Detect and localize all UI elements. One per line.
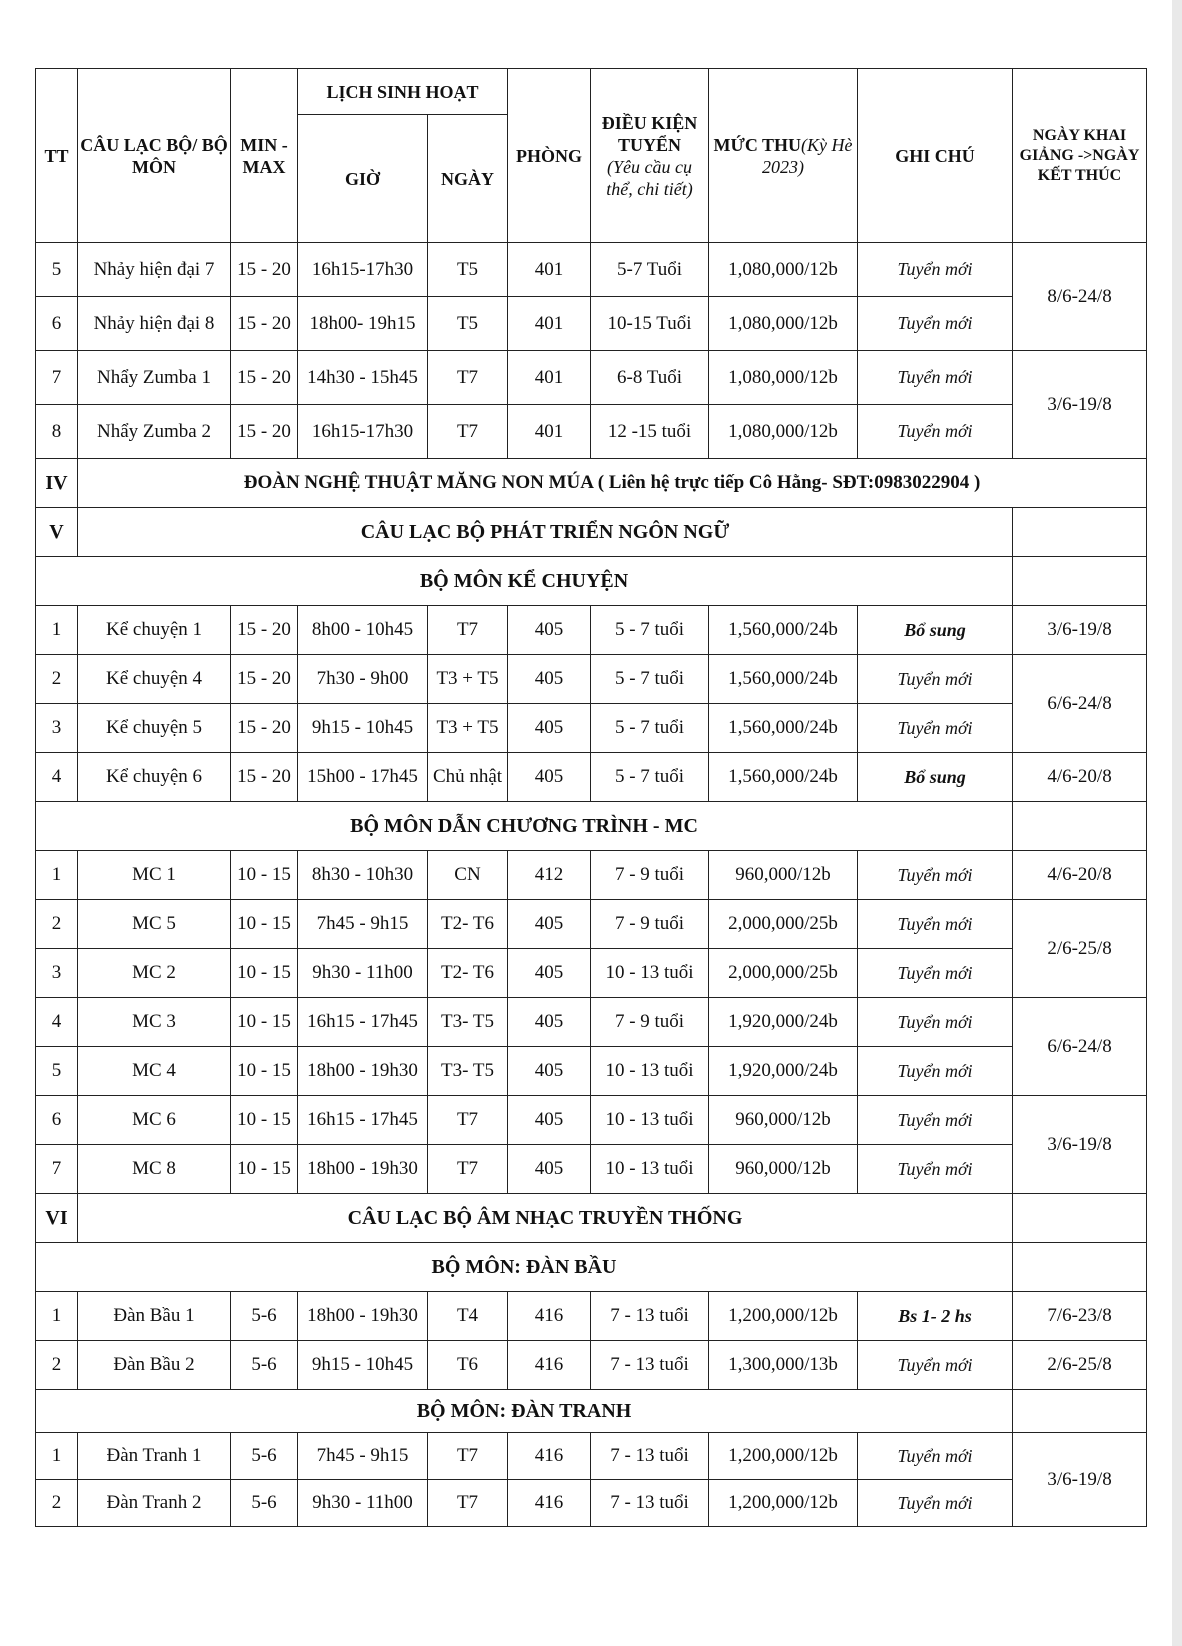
cell-room: 401 bbox=[508, 297, 591, 351]
header-dates: NGÀY KHAI GIẢNG ->NGÀY KẾT THÚC bbox=[1013, 69, 1147, 243]
cell-time: 9h30 - 11h00 bbox=[298, 949, 428, 998]
cell-minmax: 10 - 15 bbox=[231, 998, 298, 1047]
cell-minmax: 10 - 15 bbox=[231, 851, 298, 900]
table-row bbox=[36, 753, 1147, 802]
cell-room: 416 bbox=[508, 1433, 591, 1480]
table-row bbox=[36, 1433, 1147, 1480]
cell-time: 9h30 - 11h00 bbox=[298, 1480, 428, 1527]
cell-fee: 1,560,000/24b bbox=[709, 753, 858, 802]
cell-club: MC 1 bbox=[78, 851, 231, 900]
cell-condition: 7 - 9 tuổi bbox=[591, 851, 709, 900]
cell-condition: 7 - 9 tuổi bbox=[591, 998, 709, 1047]
cell-club: MC 2 bbox=[78, 949, 231, 998]
cell-condition: 7 - 13 tuổi bbox=[591, 1341, 709, 1390]
section-title: ĐOÀN NGHỆ THUẬT MĂNG NON MÚA ( Liên hệ trực tiếp Cô Hằng- SĐT:0983022904 ) bbox=[78, 459, 1147, 508]
cell-fee: 1,080,000/12b bbox=[709, 405, 858, 459]
cell-note: Tuyển mới bbox=[858, 1145, 1013, 1194]
cell-club: MC 6 bbox=[78, 1096, 231, 1145]
cell-room: 405 bbox=[508, 704, 591, 753]
table-row bbox=[36, 243, 1147, 297]
cell-tt: 1 bbox=[36, 851, 78, 900]
table-row bbox=[36, 704, 1147, 753]
cell-time: 15h00 - 17h45 bbox=[298, 753, 428, 802]
cell-minmax: 15 - 20 bbox=[231, 243, 298, 297]
cell-note: Tuyển mới bbox=[858, 297, 1013, 351]
header-schedule: LỊCH SINH HOẠT bbox=[298, 69, 508, 115]
cell-room: 416 bbox=[508, 1341, 591, 1390]
cell-note: Tuyển mới bbox=[858, 1433, 1013, 1480]
cell-tt: 8 bbox=[36, 405, 78, 459]
table-row bbox=[36, 1341, 1147, 1390]
subsection-row bbox=[36, 1243, 1147, 1292]
cell-time: 16h15 - 17h45 bbox=[298, 998, 428, 1047]
cell-note: Tuyển mới bbox=[858, 405, 1013, 459]
cell-dates: 2/6-25/8 bbox=[1013, 1341, 1147, 1390]
cell-club: MC 3 bbox=[78, 998, 231, 1047]
cell-note: Tuyển mới bbox=[858, 851, 1013, 900]
table-row bbox=[36, 297, 1147, 351]
cell-time: 18h00- 19h15 bbox=[298, 297, 428, 351]
section-title: CÂU LẠC BỘ ÂM NHẠC TRUYỀN THỐNG bbox=[78, 1194, 1013, 1243]
cell-note: Tuyển mới bbox=[858, 243, 1013, 297]
table-row bbox=[36, 851, 1147, 900]
cell-fee: 2,000,000/25b bbox=[709, 949, 858, 998]
table-row bbox=[36, 405, 1147, 459]
cell-fee: 1,560,000/24b bbox=[709, 704, 858, 753]
cell-dates: 4/6-20/8 bbox=[1013, 851, 1147, 900]
cell-minmax: 5-6 bbox=[231, 1292, 298, 1341]
cell-note: Bổ sung bbox=[858, 606, 1013, 655]
cell-club: Đàn Tranh 2 bbox=[78, 1480, 231, 1527]
cell-club: Đàn Bầu 1 bbox=[78, 1292, 231, 1341]
header-fee bbox=[709, 69, 858, 243]
cell-minmax: 15 - 20 bbox=[231, 753, 298, 802]
cell-fee: 1,200,000/12b bbox=[709, 1433, 858, 1480]
cell-tt: 3 bbox=[36, 704, 78, 753]
cell-club: Nhẩy Zumba 2 bbox=[78, 405, 231, 459]
header-club: CÂU LẠC BỘ/ BỘ MÔN bbox=[78, 69, 231, 243]
cell-fee: 1,200,000/12b bbox=[709, 1292, 858, 1341]
cell-note: Tuyển mới bbox=[858, 1096, 1013, 1145]
cell-fee: 960,000/12b bbox=[709, 851, 858, 900]
cell-club: MC 8 bbox=[78, 1145, 231, 1194]
cell-fee: 2,000,000/25b bbox=[709, 900, 858, 949]
cell-day: T5 bbox=[428, 243, 508, 297]
cell-note: Tuyển mới bbox=[858, 900, 1013, 949]
cell-day: T3 + T5 bbox=[428, 655, 508, 704]
cell-minmax: 10 - 15 bbox=[231, 949, 298, 998]
cell-time: 7h45 - 9h15 bbox=[298, 900, 428, 949]
cell-club: MC 4 bbox=[78, 1047, 231, 1096]
cell-day: T4 bbox=[428, 1292, 508, 1341]
cell-room: 405 bbox=[508, 1145, 591, 1194]
cell-day: T5 bbox=[428, 297, 508, 351]
cell-tt: 3 bbox=[36, 949, 78, 998]
header-time: GIỜ bbox=[298, 115, 428, 243]
cell-condition: 7 - 9 tuổi bbox=[591, 900, 709, 949]
cell-room: 405 bbox=[508, 998, 591, 1047]
cell-condition: 10 - 13 tuổi bbox=[591, 949, 709, 998]
cell-tt: 6 bbox=[36, 297, 78, 351]
header-day: NGÀY bbox=[428, 115, 508, 243]
cell-dates: 6/6-24/8 bbox=[1013, 998, 1147, 1096]
cell-club: Nhẩy Zumba 1 bbox=[78, 351, 231, 405]
cell-note: Tuyển mới bbox=[858, 704, 1013, 753]
cell-tt: 2 bbox=[36, 1341, 78, 1390]
cell-club: Nhảy hiện đại 7 bbox=[78, 243, 231, 297]
cell-minmax: 5-6 bbox=[231, 1341, 298, 1390]
cell-day: T2- T6 bbox=[428, 949, 508, 998]
cell-club: Kể chuyện 4 bbox=[78, 655, 231, 704]
cell-dates: 4/6-20/8 bbox=[1013, 753, 1147, 802]
cell-fee: 1,560,000/24b bbox=[709, 606, 858, 655]
cell-dates: 3/6-19/8 bbox=[1013, 351, 1147, 459]
cell-dates: 7/6-23/8 bbox=[1013, 1292, 1147, 1341]
cell-note: Tuyển mới bbox=[858, 998, 1013, 1047]
cell-room: 405 bbox=[508, 655, 591, 704]
cell-minmax: 5-6 bbox=[231, 1433, 298, 1480]
table-row bbox=[36, 900, 1147, 949]
cell-time: 16h15 - 17h45 bbox=[298, 1096, 428, 1145]
cell-time: 18h00 - 19h30 bbox=[298, 1292, 428, 1341]
subsection-title: BỘ MÔN KỂ CHUYỆN bbox=[36, 557, 1013, 606]
cell-tt: 4 bbox=[36, 998, 78, 1047]
cell-fee: 1,560,000/24b bbox=[709, 655, 858, 704]
cell-dates: 8/6-24/8 bbox=[1013, 243, 1147, 351]
cell-time: 18h00 - 19h30 bbox=[298, 1145, 428, 1194]
section-row bbox=[36, 459, 1147, 508]
cell-club: Kể chuyện 5 bbox=[78, 704, 231, 753]
cell-fee: 960,000/12b bbox=[709, 1096, 858, 1145]
cell-tt: 6 bbox=[36, 1096, 78, 1145]
table-row bbox=[36, 998, 1147, 1047]
cell-minmax: 10 - 15 bbox=[231, 1096, 298, 1145]
cell-tt: 2 bbox=[36, 655, 78, 704]
subsection-row bbox=[36, 802, 1147, 851]
table-row bbox=[36, 1292, 1147, 1341]
cell-minmax: 15 - 20 bbox=[231, 606, 298, 655]
cell-tt: 1 bbox=[36, 1292, 78, 1341]
cell-fee: 1,920,000/24b bbox=[709, 998, 858, 1047]
cell-minmax: 15 - 20 bbox=[231, 297, 298, 351]
cell-club: Đàn Tranh 1 bbox=[78, 1433, 231, 1480]
cell-minmax: 15 - 20 bbox=[231, 704, 298, 753]
cell-condition: 5 - 7 tuổi bbox=[591, 606, 709, 655]
section-empty bbox=[1013, 557, 1147, 606]
section-title: CÂU LẠC BỘ PHÁT TRIỂN NGÔN NGỮ bbox=[78, 508, 1013, 557]
cell-minmax: 15 - 20 bbox=[231, 351, 298, 405]
header-tt: TT bbox=[36, 69, 78, 243]
section-empty bbox=[1013, 1194, 1147, 1243]
cell-room: 412 bbox=[508, 851, 591, 900]
table-row bbox=[36, 1047, 1147, 1096]
cell-club: Kể chuyện 6 bbox=[78, 753, 231, 802]
cell-fee: 1,080,000/12b bbox=[709, 297, 858, 351]
cell-fee: 1,300,000/13b bbox=[709, 1341, 858, 1390]
cell-time: 8h00 - 10h45 bbox=[298, 606, 428, 655]
section-row bbox=[36, 1194, 1147, 1243]
cell-day: T2- T6 bbox=[428, 900, 508, 949]
header-fee-title: MỨC THU bbox=[713, 134, 802, 155]
cell-day: T7 bbox=[428, 1480, 508, 1527]
cell-note: Tuyển mới bbox=[858, 655, 1013, 704]
header-room: PHÒNG bbox=[508, 69, 591, 243]
cell-minmax: 5-6 bbox=[231, 1480, 298, 1527]
cell-day: T3 + T5 bbox=[428, 704, 508, 753]
subsection-title: BỘ MÔN DẪN CHƯƠNG TRÌNH - MC bbox=[36, 802, 1013, 851]
section-empty bbox=[1013, 1243, 1147, 1292]
cell-day: T7 bbox=[428, 405, 508, 459]
cell-day: T3- T5 bbox=[428, 998, 508, 1047]
cell-day: T7 bbox=[428, 606, 508, 655]
cell-condition: 5 - 7 tuổi bbox=[591, 704, 709, 753]
table-row bbox=[36, 1096, 1147, 1145]
cell-time: 18h00 - 19h30 bbox=[298, 1047, 428, 1096]
cell-tt: 7 bbox=[36, 1145, 78, 1194]
cell-room: 401 bbox=[508, 243, 591, 297]
cell-condition: 7 - 13 tuổi bbox=[591, 1480, 709, 1527]
cell-condition: 10-15 Tuổi bbox=[591, 297, 709, 351]
section-number: V bbox=[36, 508, 78, 557]
header-minmax: MIN - MAX bbox=[231, 69, 298, 243]
cell-day: CN bbox=[428, 851, 508, 900]
cell-note: Tuyển mới bbox=[858, 1341, 1013, 1390]
cell-day: T7 bbox=[428, 1145, 508, 1194]
cell-condition: 5-7 Tuổi bbox=[591, 243, 709, 297]
cell-time: 16h15-17h30 bbox=[298, 405, 428, 459]
cell-dates: 3/6-19/8 bbox=[1013, 606, 1147, 655]
cell-room: 401 bbox=[508, 351, 591, 405]
table-row bbox=[36, 351, 1147, 405]
cell-day: T6 bbox=[428, 1341, 508, 1390]
cell-room: 405 bbox=[508, 1047, 591, 1096]
cell-condition: 6-8 Tuổi bbox=[591, 351, 709, 405]
cell-note: Tuyển mới bbox=[858, 1047, 1013, 1096]
cell-condition: 7 - 13 tuổi bbox=[591, 1433, 709, 1480]
cell-time: 9h15 - 10h45 bbox=[298, 1341, 428, 1390]
table-row bbox=[36, 1145, 1147, 1194]
cell-note: Tuyển mới bbox=[858, 949, 1013, 998]
header-condition-title: ĐIỀU KIỆN TUYỂN bbox=[601, 112, 698, 155]
header-condition bbox=[591, 69, 709, 243]
cell-tt: 4 bbox=[36, 753, 78, 802]
header-condition-note: (Yêu cầu cụ thể, chi tiết) bbox=[606, 156, 693, 199]
subsection-row bbox=[36, 557, 1147, 606]
cell-room: 405 bbox=[508, 949, 591, 998]
cell-note: Tuyển mới bbox=[858, 351, 1013, 405]
cell-day: T7 bbox=[428, 1433, 508, 1480]
cell-tt: 5 bbox=[36, 1047, 78, 1096]
cell-minmax: 15 - 20 bbox=[231, 405, 298, 459]
cell-minmax: 10 - 15 bbox=[231, 900, 298, 949]
subsection-row bbox=[36, 1390, 1147, 1433]
cell-room: 405 bbox=[508, 1096, 591, 1145]
cell-tt: 7 bbox=[36, 351, 78, 405]
table-row bbox=[36, 949, 1147, 998]
cell-dates: 3/6-19/8 bbox=[1013, 1433, 1147, 1527]
table-row bbox=[36, 655, 1147, 704]
cell-dates: 2/6-25/8 bbox=[1013, 900, 1147, 998]
cell-room: 405 bbox=[508, 606, 591, 655]
section-number: IV bbox=[36, 459, 78, 508]
cell-condition: 5 - 7 tuổi bbox=[591, 655, 709, 704]
cell-day: T3- T5 bbox=[428, 1047, 508, 1096]
cell-time: 8h30 - 10h30 bbox=[298, 851, 428, 900]
cell-tt: 1 bbox=[36, 606, 78, 655]
cell-tt: 2 bbox=[36, 1480, 78, 1527]
cell-condition: 7 - 13 tuổi bbox=[591, 1292, 709, 1341]
cell-note: Bs 1- 2 hs bbox=[858, 1292, 1013, 1341]
table-row bbox=[36, 1480, 1147, 1527]
cell-time: 9h15 - 10h45 bbox=[298, 704, 428, 753]
section-empty bbox=[1013, 1390, 1147, 1433]
section-number: VI bbox=[36, 1194, 78, 1243]
header-fee-note: (Kỳ Hè 2023) bbox=[762, 134, 853, 177]
cell-day: T7 bbox=[428, 351, 508, 405]
cell-condition: 12 -15 tuổi bbox=[591, 405, 709, 459]
cell-tt: 1 bbox=[36, 1433, 78, 1480]
cell-club: Đàn Bầu 2 bbox=[78, 1341, 231, 1390]
table-row bbox=[36, 606, 1147, 655]
cell-tt: 2 bbox=[36, 900, 78, 949]
cell-dates: 3/6-19/8 bbox=[1013, 1096, 1147, 1194]
cell-fee: 1,920,000/24b bbox=[709, 1047, 858, 1096]
subsection-title: BỘ MÔN: ĐÀN TRANH bbox=[36, 1390, 1013, 1433]
cell-fee: 1,080,000/12b bbox=[709, 243, 858, 297]
cell-minmax: 10 - 15 bbox=[231, 1145, 298, 1194]
section-empty bbox=[1013, 802, 1147, 851]
cell-time: 14h30 - 15h45 bbox=[298, 351, 428, 405]
cell-day: Chủ nhật bbox=[428, 753, 508, 802]
subsection-title: BỘ MÔN: ĐÀN BẦU bbox=[36, 1243, 1013, 1292]
cell-condition: 10 - 13 tuổi bbox=[591, 1096, 709, 1145]
cell-time: 7h30 - 9h00 bbox=[298, 655, 428, 704]
cell-fee: 960,000/12b bbox=[709, 1145, 858, 1194]
cell-condition: 10 - 13 tuổi bbox=[591, 1047, 709, 1096]
cell-condition: 5 - 7 tuổi bbox=[591, 753, 709, 802]
cell-day: T7 bbox=[428, 1096, 508, 1145]
cell-condition: 10 - 13 tuổi bbox=[591, 1145, 709, 1194]
cell-note: Bổ sung bbox=[858, 753, 1013, 802]
cell-minmax: 10 - 15 bbox=[231, 1047, 298, 1096]
cell-club: Kể chuyện 1 bbox=[78, 606, 231, 655]
cell-room: 405 bbox=[508, 753, 591, 802]
cell-minmax: 15 - 20 bbox=[231, 655, 298, 704]
cell-time: 7h45 - 9h15 bbox=[298, 1433, 428, 1480]
cell-dates: 6/6-24/8 bbox=[1013, 655, 1147, 753]
header-note: GHI CHÚ bbox=[858, 69, 1013, 243]
cell-room: 405 bbox=[508, 900, 591, 949]
cell-room: 416 bbox=[508, 1292, 591, 1341]
cell-tt: 5 bbox=[36, 243, 78, 297]
cell-fee: 1,080,000/12b bbox=[709, 351, 858, 405]
cell-room: 416 bbox=[508, 1480, 591, 1527]
section-empty bbox=[1013, 508, 1147, 557]
cell-club: Nhảy hiện đại 8 bbox=[78, 297, 231, 351]
cell-club: MC 5 bbox=[78, 900, 231, 949]
cell-room: 401 bbox=[508, 405, 591, 459]
cell-note: Tuyển mới bbox=[858, 1480, 1013, 1527]
schedule-table bbox=[35, 68, 1147, 1527]
cell-time: 16h15-17h30 bbox=[298, 243, 428, 297]
cell-fee: 1,200,000/12b bbox=[709, 1480, 858, 1527]
section-row bbox=[36, 508, 1147, 557]
